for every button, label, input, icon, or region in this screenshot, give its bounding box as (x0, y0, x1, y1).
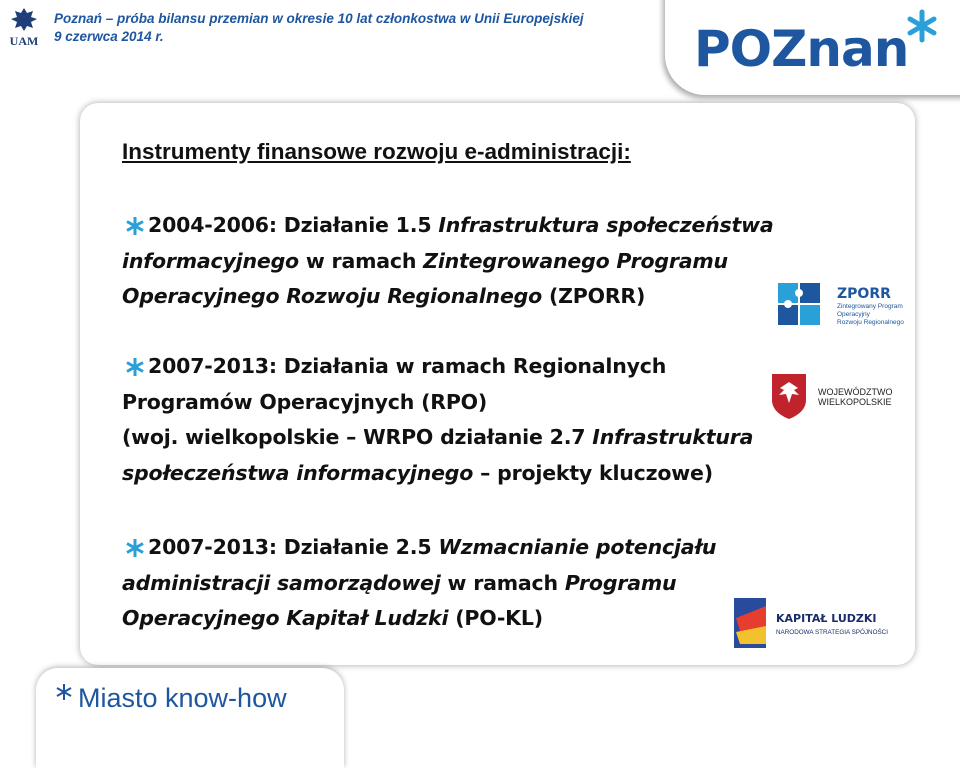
svg-text:Miasto know-how: Miasto know-how (78, 683, 287, 713)
presentation-title (54, 10, 584, 46)
title-date: 9 czerwca 2014 r. (54, 29, 164, 44)
svg-text:Rozwoju Regionalnego: Rozwoju Regionalnego (837, 319, 904, 326)
poznan-star-icon (910, 12, 934, 40)
svg-text:WOJEWÓDZTWO: WOJEWÓDZTWO (818, 387, 893, 397)
uam-logo-text: UAM (9, 34, 39, 48)
svg-text:NARODOWA STRATEGIA SPÓJNOŚCI: NARODOWA STRATEGIA SPÓJNOŚCI (776, 629, 888, 636)
svg-text:Zintegrowany Program: Zintegrowany Program (837, 303, 903, 310)
zporr-logo (775, 280, 905, 330)
asterisk-icon (57, 684, 71, 700)
asterisk-bullet-icon (122, 215, 148, 237)
asterisk-bullet-icon (122, 537, 148, 559)
bullet-pokl: 2007-2013: Działanie 2.5 Wzmacnianie potencjału administracji samorządowej w ramach Programu Operacyjnego Kapitał Ludzki (PO-KL) (122, 535, 717, 630)
svg-text:KAPITAŁ LUDZKI: KAPITAŁ LUDZKI (776, 612, 877, 625)
bullet-rpo: 2007-2013: Działania w ramach Regionalnych Programów Operacyjnych (RPO) (woj. wielkopolskie – WRPO działanie 2.7 Infrastruktura społeczeństwa informacyjnego – projekty kluczowe) (122, 354, 754, 485)
bullet-zporr: 2004-2006: Działanie 1.5 Infrastruktura społeczeństwa informacyjnego w ramach Zintegrowanego Programu Operacyjnego Rozwoju Regionalnego (ZPORR) (122, 213, 774, 308)
kapital-ludzki-logo (732, 596, 902, 652)
miasto-know-how-logo (52, 678, 327, 722)
poznan-logo (690, 8, 945, 78)
asterisk-bullet-icon (122, 356, 148, 378)
slide-heading: Instrumenty finansowe rozwoju e-administracji: (122, 139, 631, 164)
svg-text:ZPORR: ZPORR (837, 286, 891, 302)
poznan-logo-text: POZnan (694, 20, 909, 78)
title-line-1: Poznań – próba bilansu przemian w okresie 10 lat członkostwa w Unii Europejskiej (54, 11, 584, 26)
uam-logo (4, 6, 44, 48)
svg-text:WIELKOPOLSKIE: WIELKOPOLSKIE (818, 397, 892, 407)
wielkopolska-logo (770, 372, 895, 422)
puzzle-icon (778, 283, 820, 325)
svg-text:Operacyjny: Operacyjny (837, 311, 870, 318)
